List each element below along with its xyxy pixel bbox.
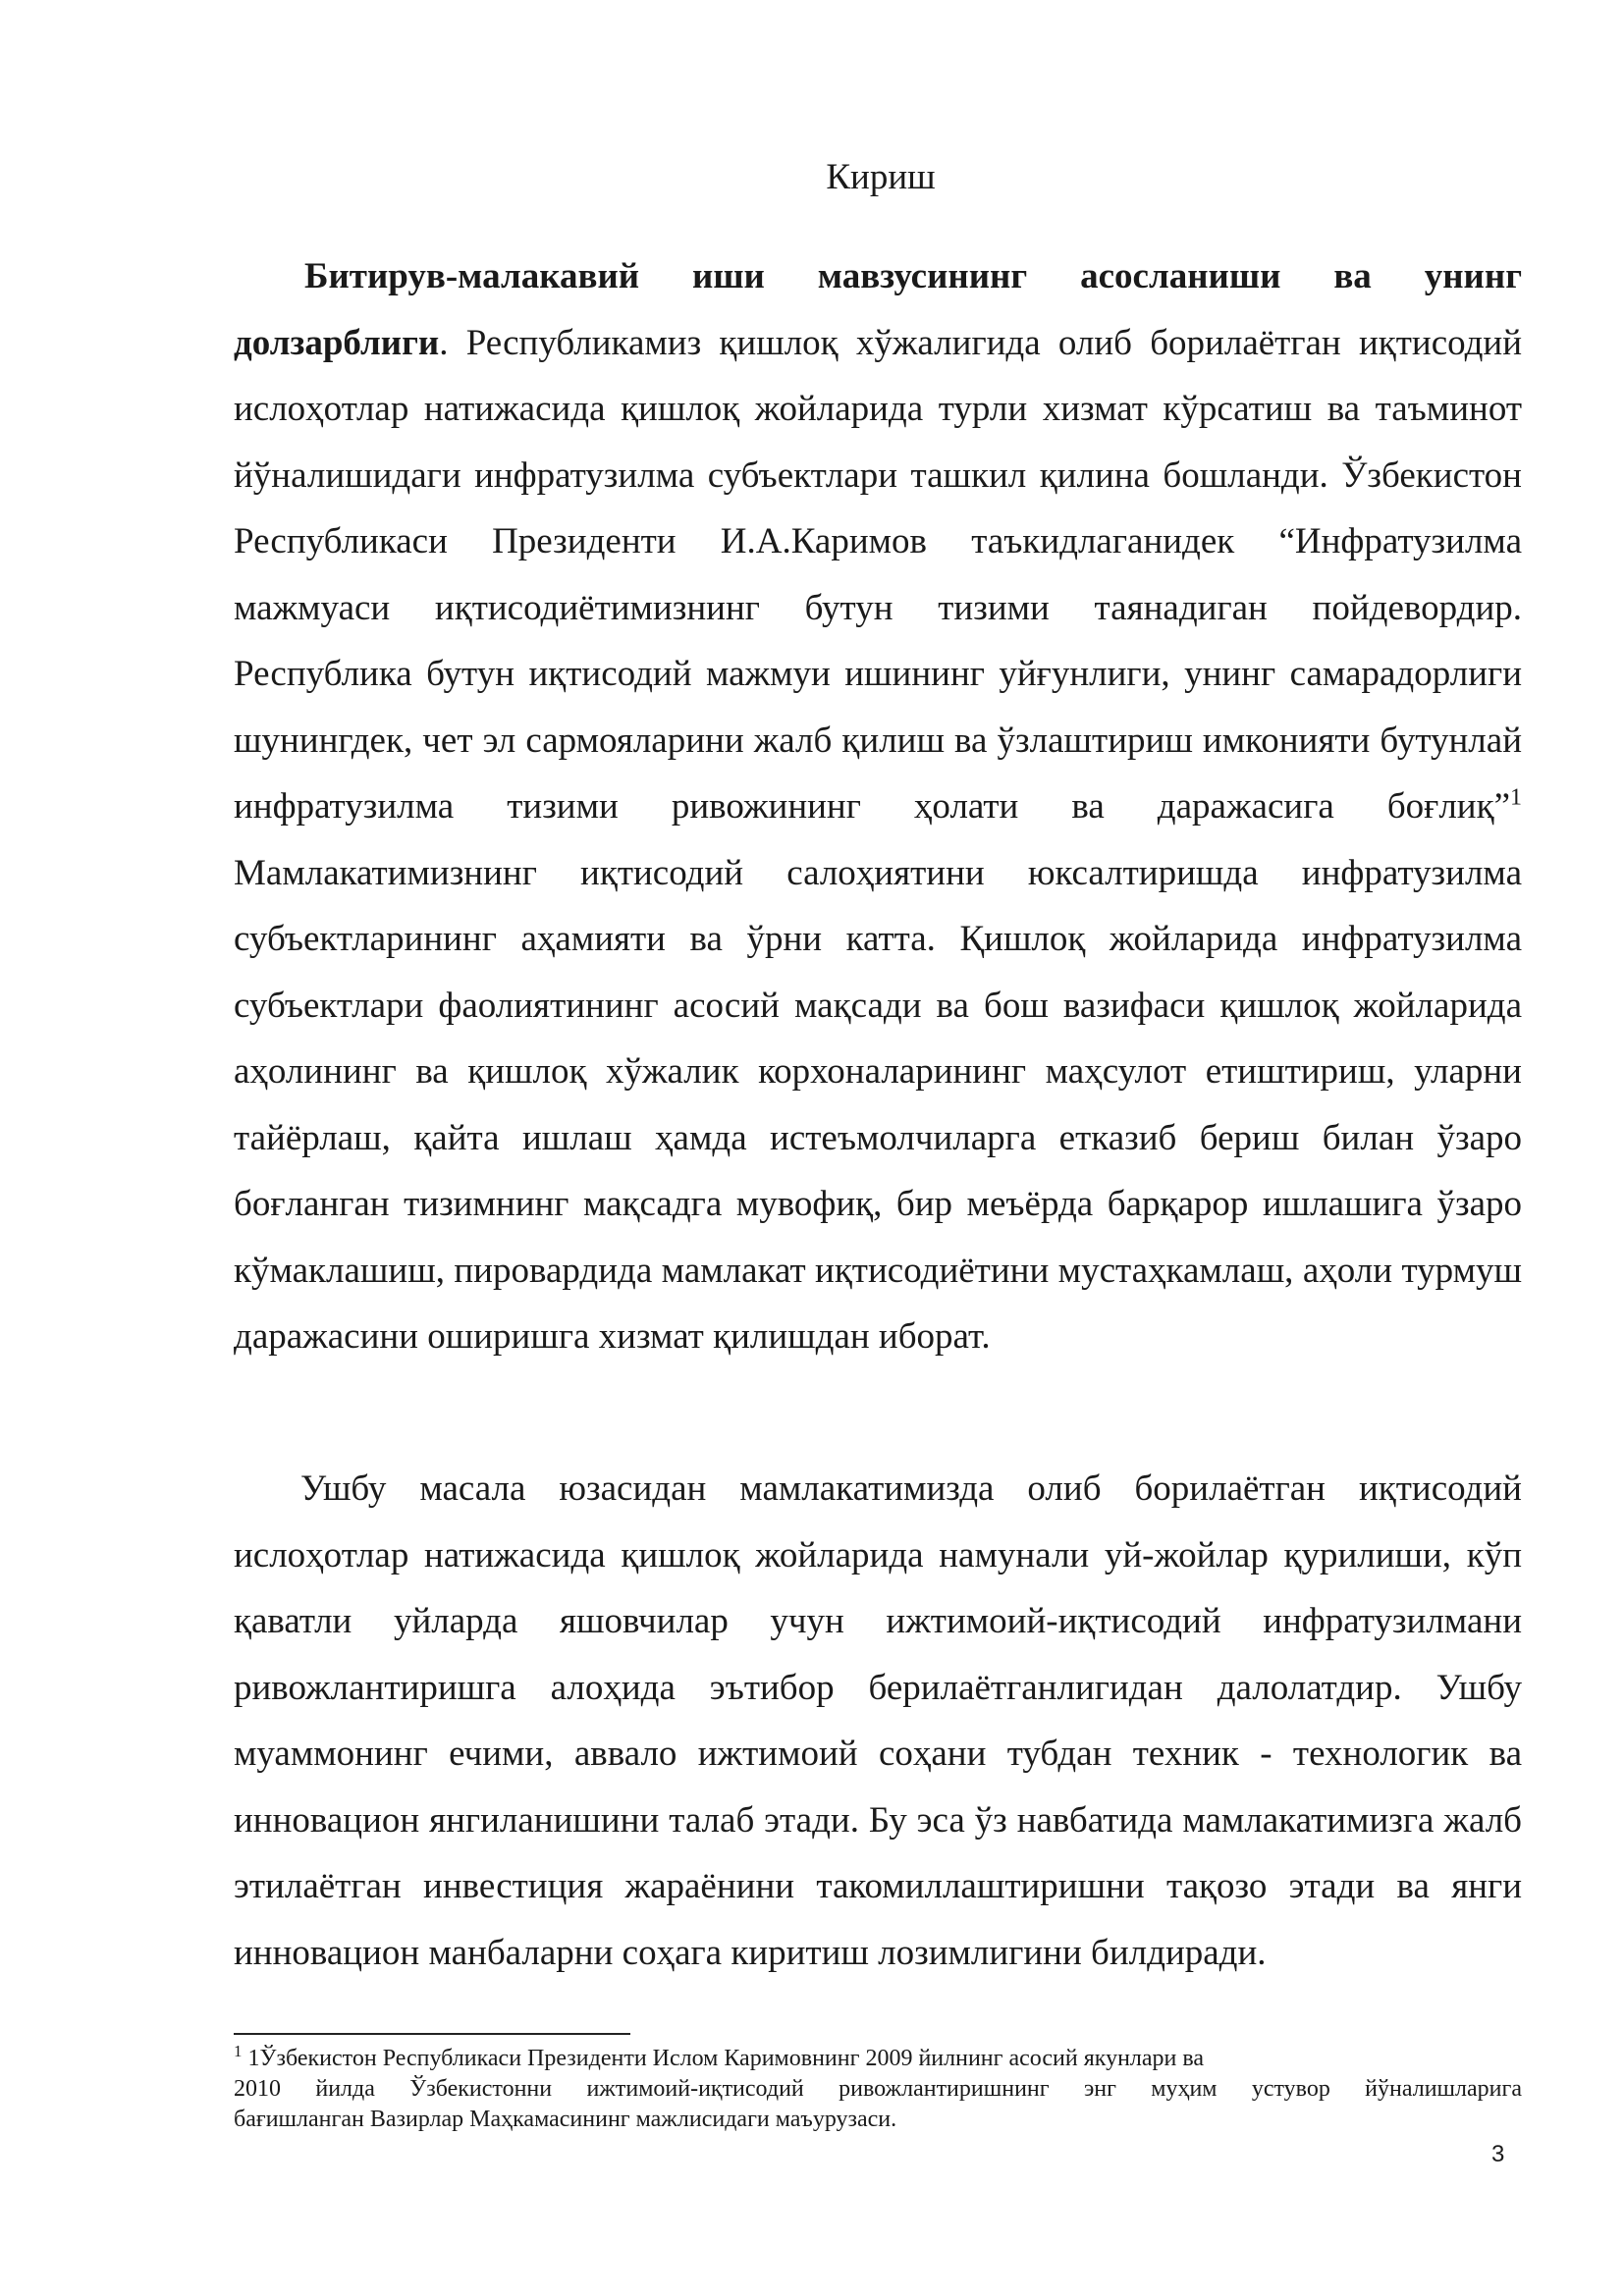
footnote-line-3: бағишланган Вазирлар Маҳкамасининг мажлисидаги маъурузаси.	[234, 2107, 897, 2132]
paragraph-2: Ушбу масала юзасидан мамлакатимизда олиб борилаётган иқтисодий ислоҳотлар натижасида қишлоқ жойларида намунали уй-жойлар қурилиши, кўп қаватли уйларда яшовчилар учун ижтимоий-иқтисодий инфратузилмани ривожлантиришга алоҳида эътибор берилаётганлигидан далолатдир. Ушбу муаммонинг ечими, аввало ижтимоий соҳани тубдан техник - технологик ва инновацион янгиланишини талаб этади. Бу эса ўз навбатида мамлакатимизга жалб этилаётган инвестиция жараёнини такомиллаштиришни тақозо этади ва янги инновацион манбаларни соҳага киритиш лозимлигини билдиради.	[234, 1468, 1522, 1973]
footnote-separator	[234, 2033, 630, 2035]
paragraph-1-bold-lead: Битирув-малакавий иши мавзусининг асосланиши ва унинг долзарблиги	[234, 256, 1522, 363]
footnote-mark: 1	[234, 2042, 243, 2060]
page-number: 3	[1491, 2141, 1505, 2167]
footnote-line-1	[234, 2044, 1522, 2074]
footnote-line-1-text: 1Ўзбекистон Республикаси Президенти Ислом Каримовнинг 2009 йилнинг асосий якунлари ва	[242, 2046, 1205, 2071]
paragraph-1-text-a: . Республикамиз қишлоқ хўжалигида олиб борилаётган иқтисодий ислоҳотлар натижасида қишлоқ жойларида турли хизмат кўрсатиш ва таъминот йўналишидаги инфратузилма субъектлари ташкил қилина бошланди. Ўзбекистон Республикаси Президенти И.А.Каримов таъкидлаганидек “Инфратузилма мажмуаси иқтисодиётимизнинг бутун тизими таянадиган пойдевордир. Республика бутун иқтисодий мажмуи ишининг уйғунлиги, унинг самарадорлиги шунингдек, чет эл сармояларини жалб қилиш ва ўзлаштириш имконияти бутунлай инфратузилма тизими ривожининг ҳолати ва даражасига боғлиқ”	[234, 322, 1522, 827]
paragraph-1	[234, 243, 1522, 1370]
section-heading: Кириш	[826, 157, 936, 197]
footnote-line-2: 2010 йилда Ўзбекистонни ижтимоий-иқтисодий ривожлантиришнинг энг муҳим устувор йўналишларига	[234, 2076, 1522, 2102]
footnote-reference[interactable]: 1	[1510, 784, 1522, 811]
paragraph-1-text-b: Мамлакатимизнинг иқтисодий салоҳиятини юксалтиришда инфратузилма субъектларининг аҳамияти ва ўрни катта. Қишлоқ жойларида инфратузилма субъектлари фаолиятининг асосий мақсади ва бош вазифаси қишлоқ жойларида аҳолининг ва қишлоқ хўжалик корхоналарининг маҳсулот етиштириш, уларни тайёрлаш, қайта ишлаш ҳамда истеъмолчиларга етказиб бериш билан ўзаро боғланган тизимнинг мақсадга мувофиқ, бир меъёрда барқарор ишлашига ўзаро кўмаклашиш, пировардида мамлакат иқтисодиётини мустаҳкамлаш, аҳоли турмуш даражасини оширишга хизмат қилишдан иборат.	[234, 852, 1522, 1357]
footnote	[234, 2044, 1522, 2135]
